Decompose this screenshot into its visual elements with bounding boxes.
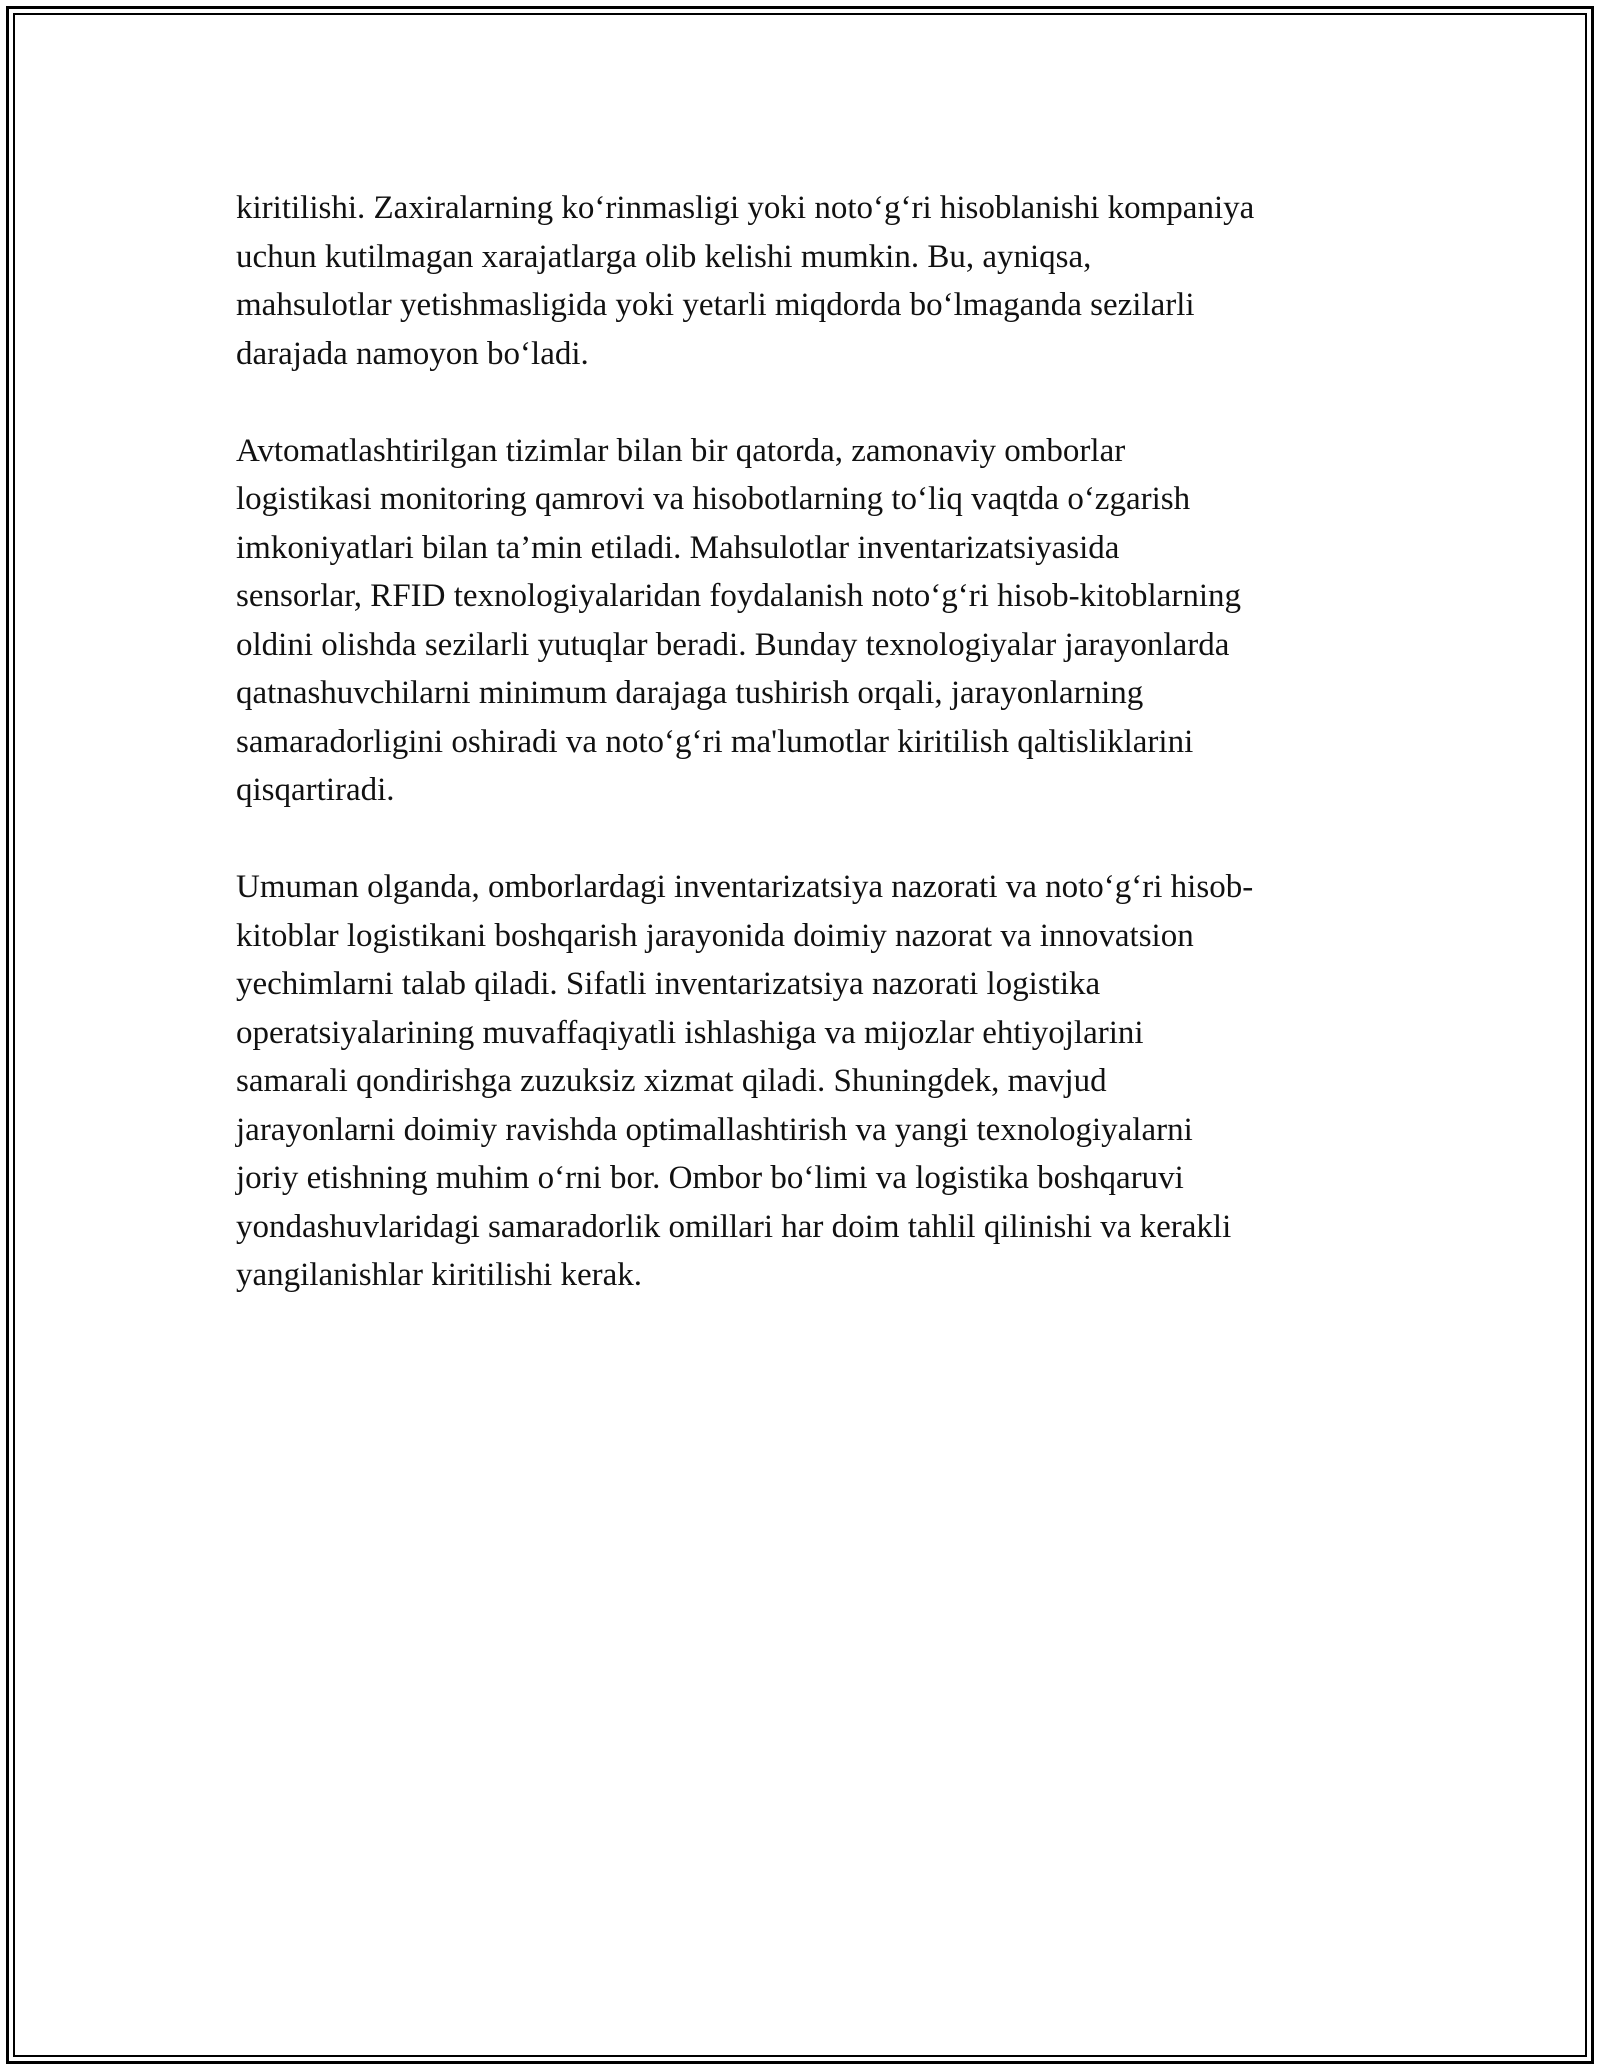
text-line: Avtomatlashtirilgan tizimlar bilan bir qatorda, zamonaviy omborlar	[236, 432, 1126, 469]
text-line: operatsiyalarining muvaffaqiyatli ishlashiga va mijozlar ehtiyojlarini	[236, 1014, 1144, 1051]
text-line: Umuman olganda, omborlardagi inventarizatsiya nazorati va noto‘g‘ri hisob-	[236, 869, 1254, 905]
text-line: oldini olishda sezilarli yutuqlar beradi. Bunday texnologiyalar jarayonlarda	[236, 626, 1230, 663]
text-line: sensorlar, RFID texnologiyalaridan foydalanish noto‘g‘ri hisob-kitoblarning	[236, 578, 1241, 614]
paragraph-1	[236, 184, 1376, 378]
paragraph-2	[236, 427, 1376, 815]
text-line: mahsulotlar yetishmasligida yoki yetarli miqdorda bo‘lmaganda sezilarli	[236, 287, 1195, 323]
text-line: jarayonlarni doimiy ravishda optimallashtirish va yangi texnologiyalarni	[236, 1111, 1193, 1148]
text-line: darajada namoyon bo‘ladi.	[236, 335, 589, 372]
text-line: samaradorligini oshiradi va noto‘g‘ri ma'lumotlar kiritilish qaltisliklarini	[236, 723, 1194, 760]
text-line: qisqartiradi.	[236, 772, 395, 808]
text-line: samarali qondirishga zuzuksiz xizmat qiladi. Shuningdek, mavjud	[236, 1063, 1107, 1099]
paragraph-3	[236, 863, 1376, 1300]
text-line: kitoblar logistikani boshqarish jarayonida doimiy nazorat va innovatsion	[236, 917, 1194, 954]
text-line: kiritilishi. Zaxiralarning ko‘rinmasligi yoki noto‘g‘ri hisoblanishi kompaniya	[236, 190, 1255, 226]
text-line: yechimlarni talab qiladi. Sifatli inventarizatsiya nazorati logistika	[236, 966, 1101, 1002]
text-line: imkoniyatlari bilan ta’min etiladi. Mahsulotlar inventarizatsiyasida	[236, 529, 1120, 566]
text-line: qatnashuvchilarni minimum darajaga tushirish orqali, jarayonlarning	[236, 675, 1144, 711]
text-line: uchun kutilmagan xarajatlarga olib kelishi mumkin. Bu, ayniqsa,	[236, 238, 1092, 275]
text-line: yangilanishlar kiritilishi kerak.	[236, 1257, 642, 1293]
text-line: joriy etishning muhim o‘rni bor. Ombor bo‘limi va logistika boshqaruvi	[236, 1160, 1184, 1196]
text-line: yondashuvlaridagi samaradorlik omillari har doim tahlil qilinishi va kerakli	[236, 1208, 1232, 1245]
text-line: logistikasi monitoring qamrovi va hisobotlarning to‘liq vaqtda o‘zgarish	[236, 481, 1191, 517]
document-body	[236, 184, 1376, 1348]
